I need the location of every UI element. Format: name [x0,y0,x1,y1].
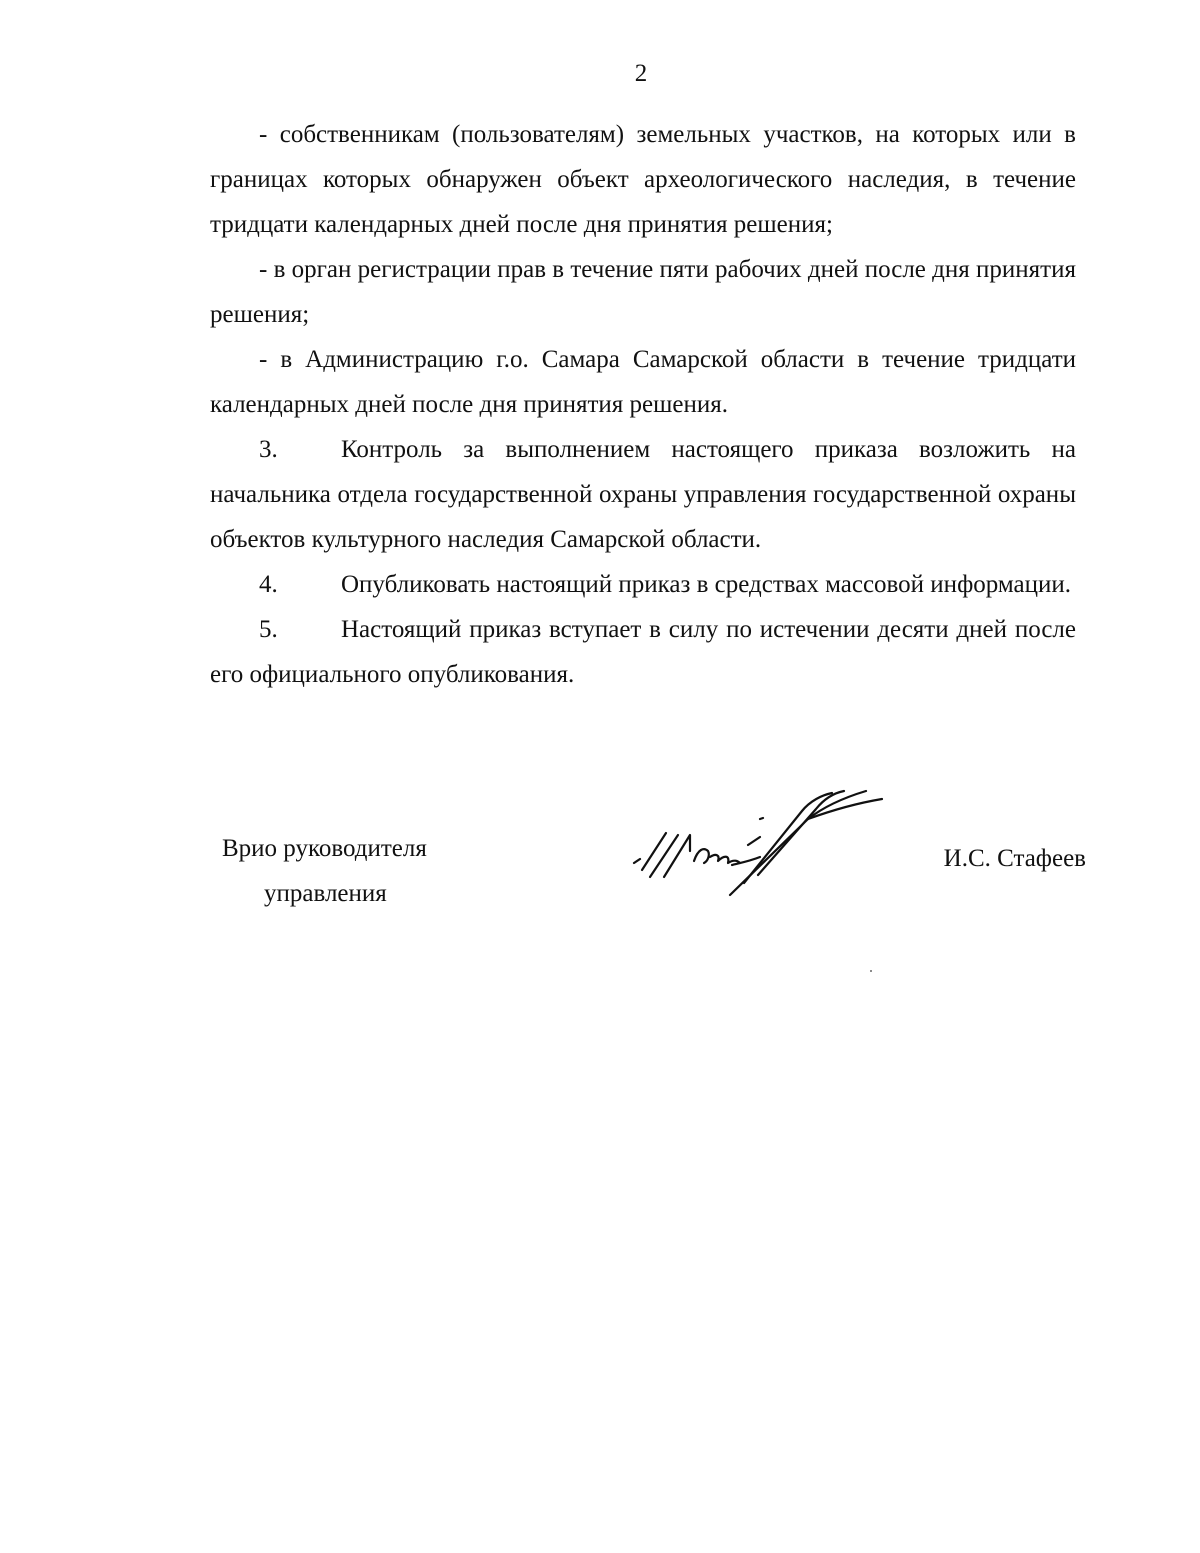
handwritten-signature [620,775,900,910]
paragraph-notify-owners: - собственникам (пользователям) земельных участков, на которых или в границах которых обнаружен объект археологического наследия, в течение тридцати календарных дней после дня принятия решения; [210,121,1076,238]
paragraph-item-4 [210,562,1076,607]
item-text: Настоящий приказ вступает в силу по истечении десяти дней после его официального опубликования. [210,616,1076,688]
paragraph-item-5 [210,607,1076,697]
paragraph-notify-registry: - в орган регистрации прав в течение пяти рабочих дней после дня принятия решения; [210,256,1076,328]
position-line-1: Врио руководителя [222,835,427,862]
position-line-2: управления [264,880,387,907]
signer-position [222,826,427,916]
signer-name: И.С. Стафеев [943,845,1086,872]
item-text: Опубликовать настоящий приказ в средствах массовой информации. [341,571,1072,598]
paragraph-item-3 [210,427,1076,562]
item-number: 4. [259,571,278,598]
item-number: 5. [259,616,278,643]
scan-speck [870,970,872,972]
paragraph-notify-administration: - в Администрацию г.о. Самара Самарской области в течение тридцати календарных дней после дня принятия решения. [210,346,1076,418]
page-number: 2 [634,60,648,87]
item-text: Контроль за выполнением настоящего приказа возложить на начальника отдела государственной охраны управления государственной охраны объектов культурного наследия Самарской области. [210,436,1076,553]
document-body [210,112,1076,697]
item-number: 3. [259,436,278,463]
